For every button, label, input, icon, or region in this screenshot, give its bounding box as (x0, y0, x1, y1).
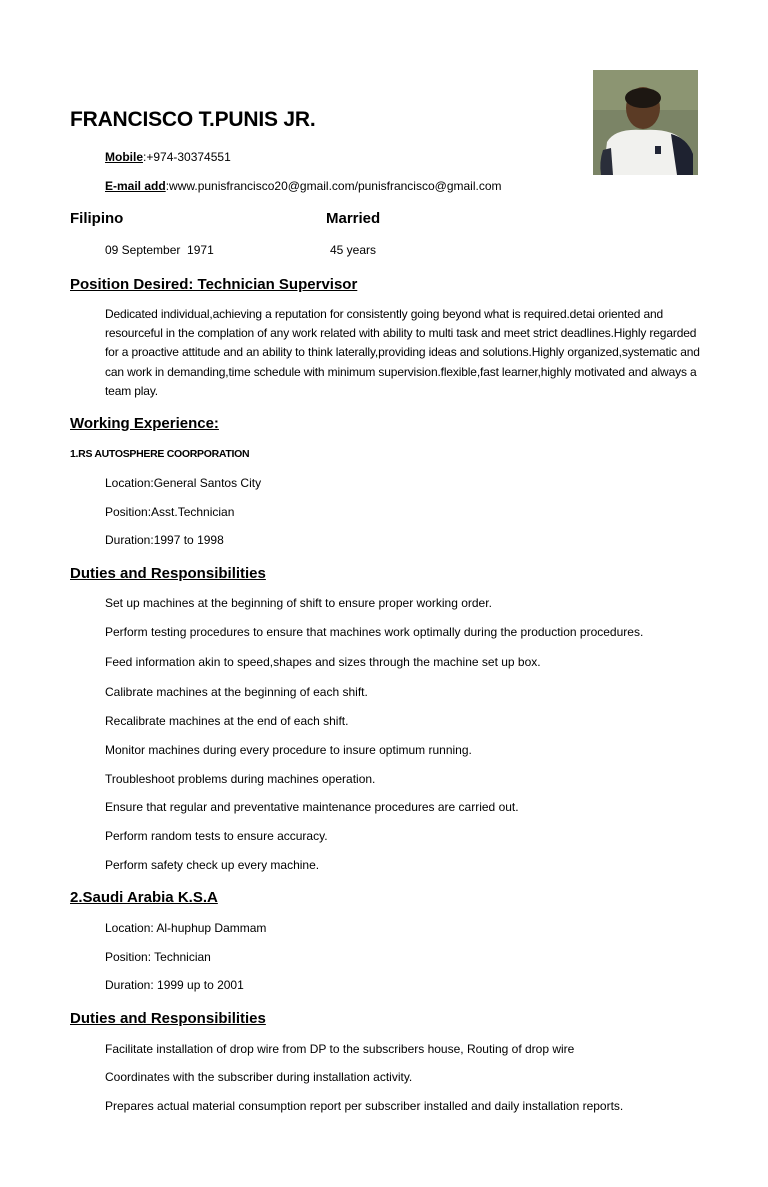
birthdate: 09 September 1971 (105, 243, 214, 257)
person-silhouette-icon (593, 70, 698, 175)
email-line (105, 179, 502, 193)
duty1-item: Ensure that regular and preventative maintenance procedures are carried out. (105, 800, 519, 814)
nationality: Filipino (70, 210, 124, 227)
job1-location: Location:General Santos City (105, 476, 262, 490)
mobile-value: :+974-30374551 (143, 150, 231, 164)
email-value: :www.punisfrancisco20@gmail.com/punisfrancisco@gmail.com (165, 179, 502, 193)
duty1-item: Troubleshoot problems during machines operation. (105, 772, 376, 786)
duty1-item: Perform safety check up every machine. (105, 858, 320, 872)
duties1-heading: Duties and Responsibilities (70, 565, 266, 582)
job1-position: Position:Asst.Technician (105, 505, 235, 519)
duty2-item: Facilitate installation of drop wire from DP to the subscribers house, Routing of drop wire (105, 1042, 575, 1056)
job1-duration: Duration:1997 to 1998 (105, 533, 224, 547)
job2-duration: Duration: 1999 up to 2001 (105, 978, 244, 992)
duty1-item: Perform testing procedures to ensure that machines work optimally during the production procedures. (105, 625, 644, 639)
objective-paragraph: Dedicated individual,achieving a reputation for consistently going beyond what is required.detai oriented and resourceful in the complation of any work related with ability to multi task and meet strict deadlines.Highly regarded for a proactive attitude and an ability to think laterally,providing ideas and solutions.Highly organized,systematic and can work in demanding,time schedule with minimum supervision.flexible,fast learner,highly motivated and always a team play. (105, 307, 700, 398)
job2-company: 2.Saudi Arabia K.S.A (70, 889, 218, 906)
duty1-item: Perform random tests to ensure accuracy. (105, 829, 328, 843)
job2-location: Location: Al-huphup Dammam (105, 921, 267, 935)
marital-status: Married (326, 210, 381, 227)
duty2-item: Coordinates with the subscriber during installation activity. (105, 1070, 413, 1084)
working-experience-heading: Working Experience: (70, 415, 219, 432)
applicant-name: FRANCISCO T.PUNIS JR. (70, 108, 316, 131)
position-desired-heading: Position Desired: Technician Supervisor (70, 276, 358, 293)
duty2-item: Prepares actual material consumption report per subscriber installed and daily installation reports. (105, 1099, 624, 1113)
email-label: E-mail add (105, 179, 166, 193)
duty1-item: Recalibrate machines at the end of each shift. (105, 714, 349, 728)
duty1-item: Set up machines at the beginning of shift to ensure proper working order. (105, 596, 492, 610)
mobile-line (105, 150, 231, 164)
duties2-heading: Duties and Responsibilities (70, 1010, 266, 1027)
job2-position: Position: Technician (105, 950, 211, 964)
age: 45 years (330, 243, 377, 257)
job1-company: 1.RS AUTOSPHERE COORPORATION (70, 448, 250, 460)
duty1-item: Feed information akin to speed,shapes and sizes through the machine set up box. (105, 655, 541, 669)
mobile-label: Mobile (105, 150, 143, 164)
duty1-item: Calibrate machines at the beginning of each shift. (105, 685, 368, 699)
profile-photo (593, 70, 698, 175)
duty1-item: Monitor machines during every procedure to insure optimum running. (105, 743, 472, 757)
